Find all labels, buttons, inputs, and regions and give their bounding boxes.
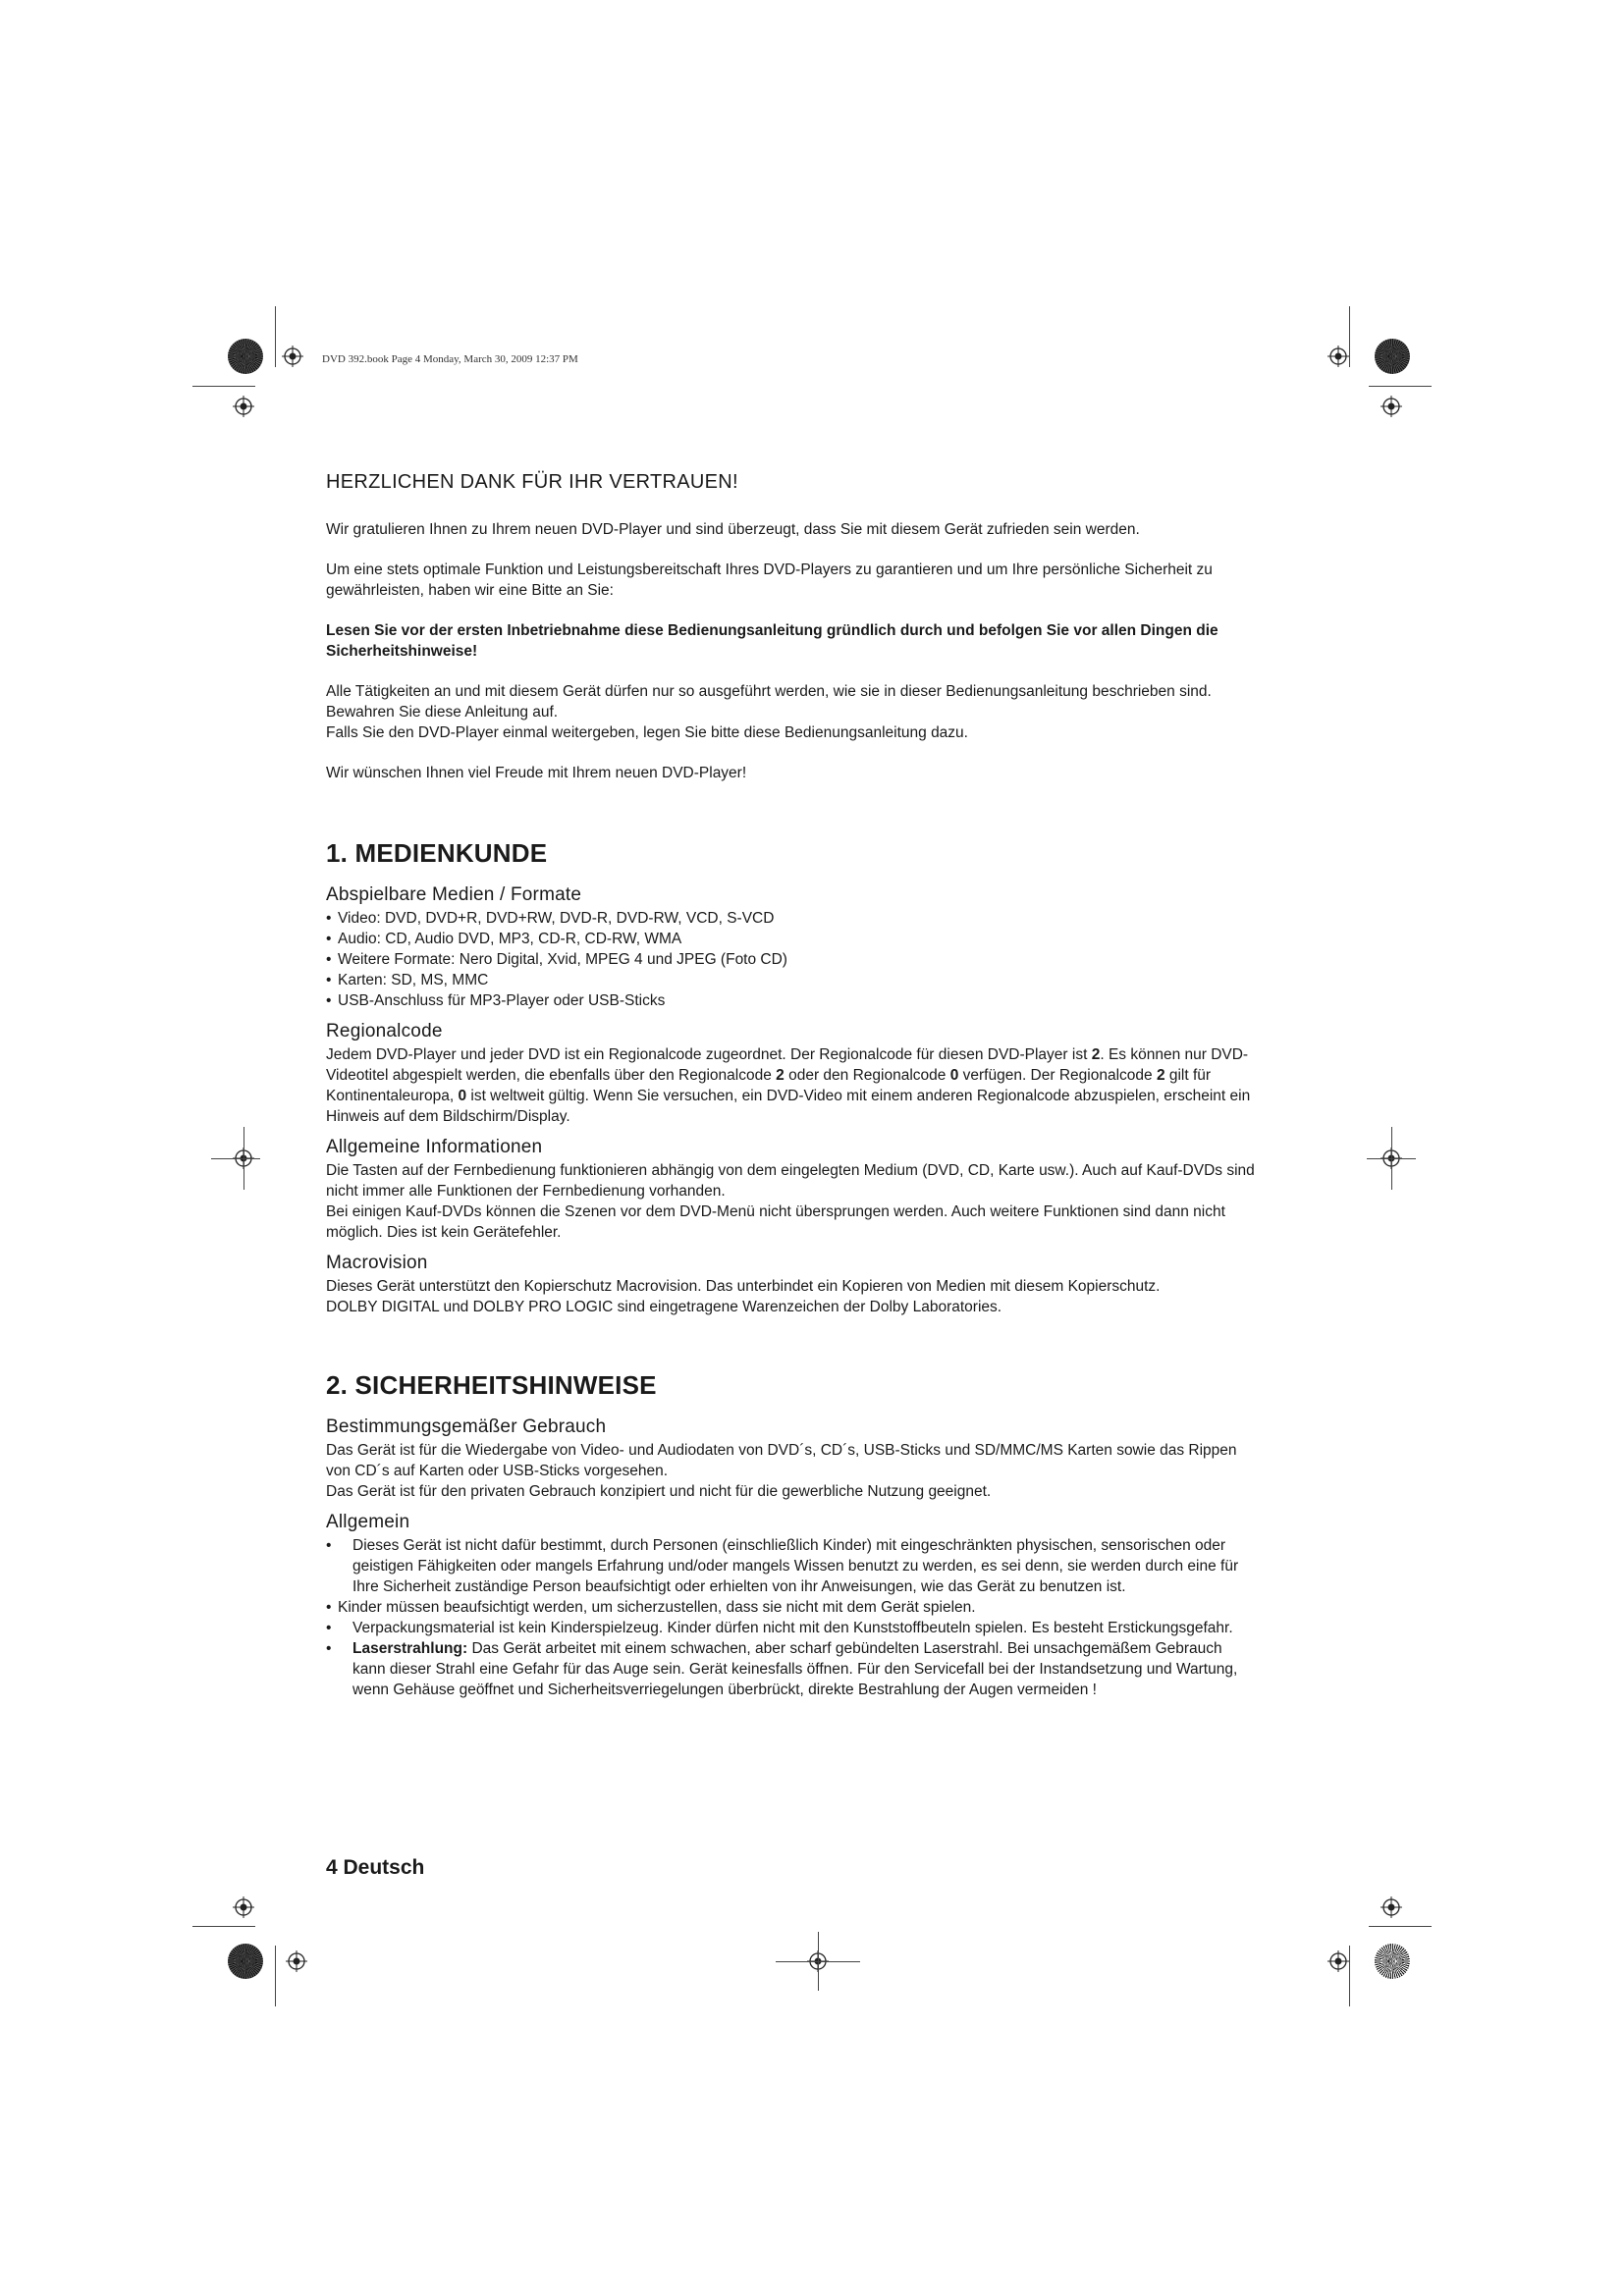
intro-paragraph: Bewahren Sie diese Anleitung auf. bbox=[326, 704, 559, 721]
star-target-icon bbox=[228, 1944, 263, 1979]
subsection-heading: Macrovision bbox=[326, 1253, 428, 1273]
crop-mark bbox=[1391, 1127, 1392, 1190]
crop-mark bbox=[1369, 386, 1432, 387]
subsection-heading: Regionalcode bbox=[326, 1021, 443, 1041]
manual-page bbox=[326, 461, 1257, 1700]
print-slug: DVD 392.book Page 4 Monday, March 30, 2009 12:37 PM bbox=[322, 353, 578, 365]
crop-mark bbox=[192, 1926, 255, 1927]
section-title: 2. SICHERHEITSHINWEISE bbox=[326, 1370, 657, 1400]
info-paragraph: Die Tasten auf der Fernbedienung funktionieren abhängig von dem eingelegten Medium (DVD, CD, Karte usw.). Auch auf Kauf-DVDs sind nicht immer alle Funktionen der Fernbedienung vorhanden. bbox=[326, 1162, 1255, 1200]
crop-mark bbox=[818, 1932, 819, 1991]
crop-mark bbox=[192, 386, 255, 387]
intro-paragraph: Alle Tätigkeiten an und mit diesem Gerät dürfen nur so ausgeführt werden, wie sie in dieser Bedienungsanleitung beschrieben sind. bbox=[326, 683, 1212, 700]
crop-mark bbox=[275, 306, 276, 367]
subsection-heading: Bestimmungsgemäßer Gebrauch bbox=[326, 1416, 607, 1437]
list-item: • Dieses Gerät ist nicht dafür bestimmt, durch Personen (einschließlich Kinder) mit eingeschränkten physischen, sensorischen oder geistigen Fähigkeiten oder mangels Erfahrung und/oder mangels Wissen benutzt zu werden, es sei denn, sie werden durch eine für Ihre Sicherheit zuständige Person beaufsichtigt oder erhielten von ihr Anweisungen, wie das Gerät zu benutzen ist. bbox=[326, 1537, 1239, 1595]
list-item: • Audio: CD, Audio DVD, MP3, CD-R, CD-RW, WMA bbox=[326, 931, 682, 947]
star-target-icon bbox=[228, 339, 263, 374]
registration-mark-icon bbox=[286, 1950, 307, 1972]
safety-list bbox=[326, 1535, 1257, 1700]
subsection-heading: Abspielbare Medien / Formate bbox=[326, 884, 582, 905]
star-target-icon bbox=[1375, 1944, 1410, 1979]
registration-mark-icon bbox=[1380, 396, 1402, 417]
list-item: • USB-Anschluss für MP3-Player oder USB-Sticks bbox=[326, 992, 666, 1009]
macrovision-paragraph: Dieses Gerät unterstützt den Kopierschutz Macrovision. Das unterbindet ein Kopieren von Medien mit diesem Kopierschutz. bbox=[326, 1278, 1161, 1295]
registration-mark-icon bbox=[233, 1896, 254, 1918]
list-item: • Karten: SD, MS, MMC bbox=[326, 972, 489, 988]
use-paragraph: Das Gerät ist für die Wiedergabe von Video- und Audiodaten von DVD´s, CD´s, USB-Sticks und SD/MMC/MS Karten sowie das Rippen von CD´s auf Karten oder USB-Sticks vorgesehen. bbox=[326, 1442, 1237, 1479]
page-footer: 4 Deutsch bbox=[326, 1856, 425, 1879]
list-item: • Verpackungsmaterial ist kein Kinderspielzeug. Kinder dürfen nicht mit den Kunststoffbeuteln spielen. Es besteht Erstickungsgefahr. bbox=[326, 1620, 1233, 1636]
list-item: • Weitere Formate: Nero Digital, Xvid, MPEG 4 und JPEG (Foto CD) bbox=[326, 951, 787, 968]
subsection-heading: Allgemeine Informationen bbox=[326, 1137, 543, 1157]
intro-paragraph: Um eine stets optimale Funktion und Leistungsbereitschaft Ihres DVD-Players zu garantieren und um Ihre persönliche Sicherheit zu gewährleisten, haben wir eine Bitte an Sie: bbox=[326, 561, 1213, 599]
trademark-paragraph: DOLBY DIGITAL und DOLBY PRO LOGIC sind eingetragene Warenzeichen der Dolby Laboratories. bbox=[326, 1299, 1002, 1315]
registration-mark-icon bbox=[1327, 1950, 1349, 1972]
list-item: • Video: DVD, DVD+R, DVD+RW, DVD-R, DVD-RW, VCD, S-VCD bbox=[326, 910, 775, 927]
use-paragraph: Das Gerät ist für den privaten Gebrauch konzipiert und nicht für die gewerbliche Nutzung geeignet. bbox=[326, 1483, 992, 1500]
thanks-title: HERZLICHEN DANK FÜR IHR VERTRAUEN! bbox=[326, 471, 738, 493]
registration-mark-icon bbox=[1380, 1896, 1402, 1918]
registration-mark-icon bbox=[233, 396, 254, 417]
list-item: • Laserstrahlung: Das Gerät arbeitet mit einem schwachen, aber scharf gebündelten Laserstrahl. Bei unsachgemäßem Gebrauch kann dieser Strahl eine Gefahr für das Auge sein. Gerät keinesfalls öffnen. Für den Servicefall bei der Instandsetzung und Wartung, wenn Gehäuse geöffnet und Sicherheitsverriegelungen überbrückt, direkte Bestrahlung der Augen vermeiden ! bbox=[326, 1640, 1238, 1698]
crop-mark bbox=[1349, 306, 1350, 367]
section-title: 1. MEDIENKUNDE bbox=[326, 838, 548, 868]
media-list bbox=[326, 908, 1257, 1011]
intro-paragraph: Wir gratulieren Ihnen zu Ihrem neuen DVD-Player und sind überzeugt, dass Sie mit diesem Gerät zufrieden sein werden. bbox=[326, 521, 1140, 538]
subsection-heading: Allgemein bbox=[326, 1512, 410, 1532]
star-target-icon bbox=[1375, 339, 1410, 374]
intro-paragraph: Wir wünschen Ihnen viel Freude mit Ihrem neuen DVD-Player! bbox=[326, 765, 747, 781]
list-item: • Kinder müssen beaufsichtigt werden, um sicherzustellen, dass sie nicht mit dem Gerät spielen. bbox=[326, 1599, 976, 1616]
crop-mark bbox=[275, 1946, 276, 2006]
region-paragraph: Jedem DVD-Player und jeder DVD ist ein Regionalcode zugeordnet. Der Regionalcode für diesen DVD-Player ist 2. Es können nur DVD-Videotitel abgespielt werden, die ebenfalls über den Regionalcode 2 oder den Regionalcode 0 verfügen. Der Regionalcode 2 gilt für Kontinentaleuropa, 0 ist weltweit gültig. Wenn Sie versuchen, ein DVD-Video mit einem anderen Regionalcode abzuspielen, erscheint ein Hinweis auf dem Bildschirm/Display. bbox=[326, 1046, 1251, 1125]
registration-mark-icon bbox=[282, 346, 303, 367]
crop-mark bbox=[1369, 1926, 1432, 1927]
intro-paragraph: Falls Sie den DVD-Player einmal weitergeben, legen Sie bitte diese Bedienungsanleitung dazu. bbox=[326, 724, 968, 741]
registration-mark-icon bbox=[1327, 346, 1349, 367]
info-paragraph: Bei einigen Kauf-DVDs können die Szenen vor dem DVD-Menü nicht übersprungen werden. Auch weitere Funktionen sind dann nicht möglich. Dies ist kein Gerätefehler. bbox=[326, 1203, 1225, 1241]
crop-mark bbox=[211, 1158, 260, 1159]
crop-mark bbox=[1349, 1946, 1350, 2006]
warning-paragraph: Lesen Sie vor der ersten Inbetriebnahme diese Bedienungsanleitung gründlich durch und befolgen Sie vor allen Dingen die Sicherheitshinweise! bbox=[326, 622, 1218, 660]
